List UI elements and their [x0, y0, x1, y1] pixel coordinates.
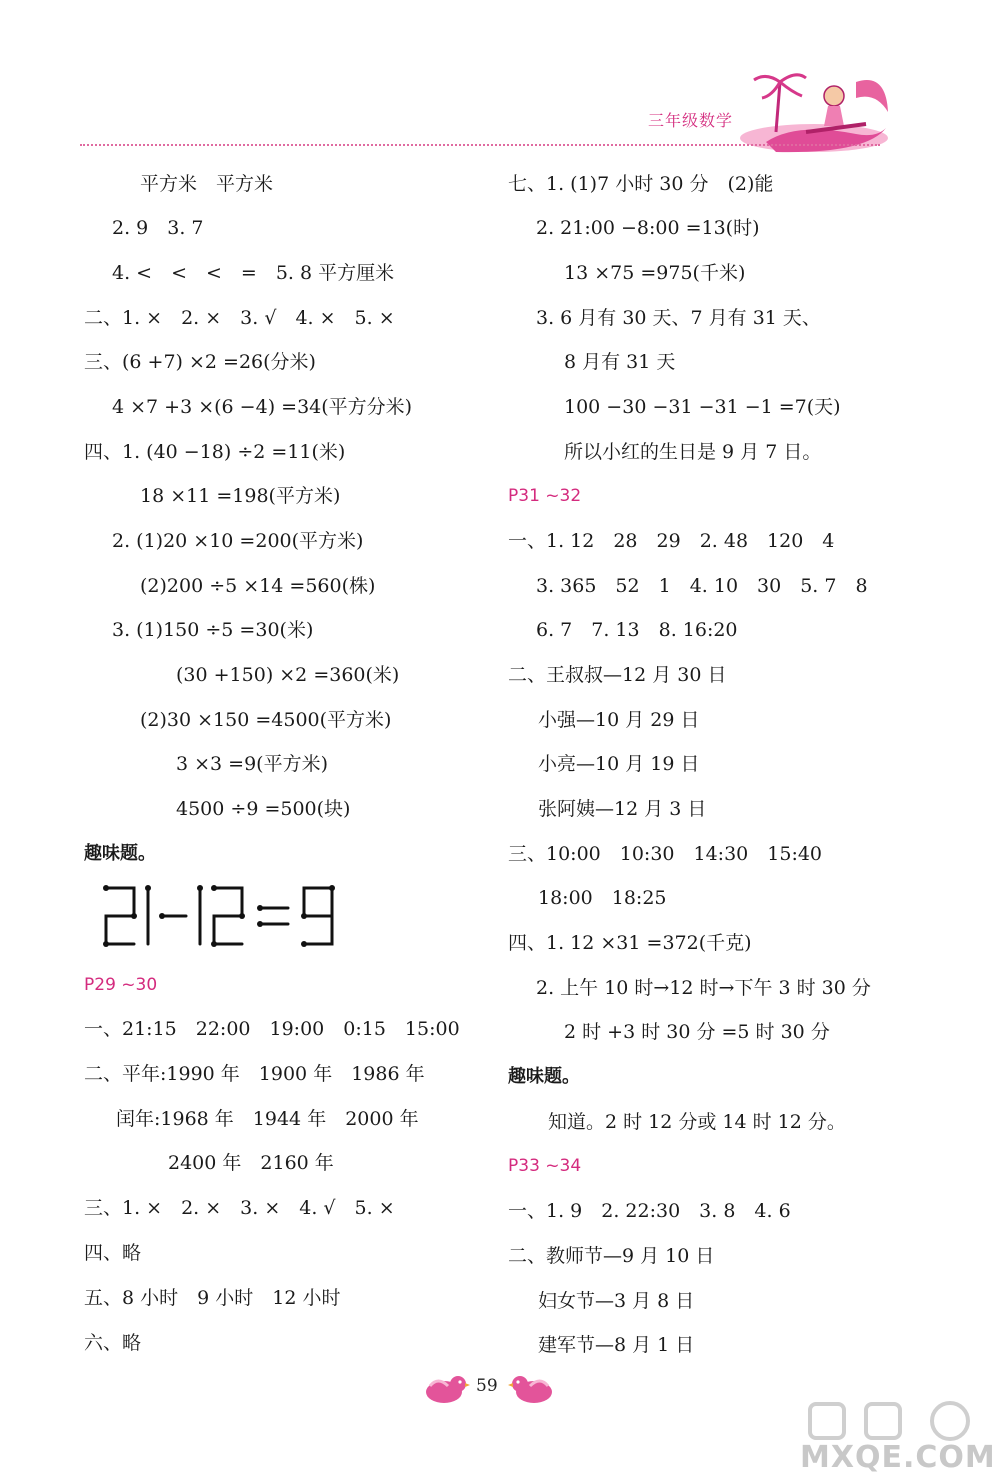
fun-question-heading-right: 趣味题。	[508, 1066, 580, 1087]
left-line-5: 三、(6 +7) ×2 =26(分米)	[84, 351, 316, 373]
left-line-7: 四、1. (40 −18) ÷2 =11(米)	[84, 441, 346, 463]
left-line-22: 三、1. × 2. × 3. × 4. √ 5. ×	[84, 1197, 395, 1219]
left-line-8: 18 ×11 =198(平方米)	[140, 485, 341, 507]
fun-question-heading-left: 趣味题。	[84, 843, 156, 864]
right-line-11: 6. 7 7. 13 8. 16:20	[536, 619, 738, 641]
right-line-22: 知道。2 时 12 分或 14 时 12 分。	[548, 1111, 846, 1133]
left-line-20: 闰年:1968 年 1944 年 2000 年	[116, 1108, 419, 1130]
right-line-15: 张阿姨—12 月 3 日	[538, 798, 707, 820]
left-line-24: 五、8 小时 9 小时 12 小时	[84, 1287, 341, 1309]
header-divider	[80, 144, 880, 146]
right-line-6: 100 −30 −31 −31 −1 =7(天)	[564, 396, 841, 418]
page-number: 59	[476, 1376, 498, 1396]
right-line-18: 四、1. 12 ×31 =372(千克)	[508, 932, 752, 954]
left-line-18: 一、21:15 22:00 19:00 0:15 15:00	[84, 1018, 460, 1040]
section-label-p33-34: P33 ~34	[508, 1156, 582, 1176]
right-line-7: 所以小红的生日是 9 月 7 日。	[564, 441, 822, 463]
right-line-24: 一、1. 9 2. 22:30 3. 8 4. 6	[508, 1200, 791, 1222]
right-line-3: 13 ×75 =975(千米)	[564, 262, 746, 284]
left-line-10: (2)200 ÷5 ×14 =560(株)	[140, 575, 376, 597]
watermark-text: MXQE.COM	[800, 1440, 996, 1475]
right-line-13: 小强—10 月 29 日	[538, 709, 700, 731]
left-line-3: 4. < < < = 5. 8 平方厘米	[112, 262, 395, 284]
left-line-2: 2. 9 3. 7	[112, 217, 204, 239]
left-line-13: (2)30 ×150 =4500(平方米)	[140, 709, 392, 731]
section-label-p29-30: P29 ~30	[84, 975, 158, 995]
right-line-20: 2 时 +3 时 30 分 =5 时 30 分	[564, 1021, 830, 1043]
left-line-23: 四、略	[84, 1242, 142, 1264]
right-line-1: 七、1. (1)7 小时 30 分 (2)能	[508, 173, 774, 195]
left-line-21: 2400 年 2160 年	[168, 1152, 334, 1174]
header-title: 三年级数学	[648, 111, 734, 130]
left-line-11: 3. (1)150 ÷5 =30(米)	[112, 619, 314, 641]
left-line-25: 六、略	[84, 1332, 142, 1354]
bird-icon-right	[508, 1370, 558, 1406]
section-label-p31-32: P31 ~32	[508, 486, 582, 506]
left-line-1: 平方米 平方米	[140, 173, 274, 195]
right-line-4: 3. 6 月有 30 天、7 月有 31 天、	[536, 307, 821, 329]
bird-icon-left	[420, 1370, 470, 1406]
right-line-16: 三、10:00 10:30 14:30 15:40	[508, 843, 823, 865]
right-line-27: 建军节—8 月 1 日	[538, 1334, 695, 1356]
left-line-9: 2. (1)20 ×10 =200(平方米)	[112, 530, 364, 552]
right-line-25: 二、教师节—9 月 10 日	[508, 1245, 715, 1267]
right-line-2: 2. 21:00 −8:00 =13(时)	[536, 217, 760, 239]
right-line-10: 3. 365 52 1 4. 10 30 5. 7 8	[536, 575, 868, 597]
right-line-26: 妇女节—3 月 8 日	[538, 1290, 695, 1312]
left-line-19: 二、平年:1990 年 1900 年 1986 年	[84, 1063, 425, 1085]
right-line-9: 一、1. 12 28 29 2. 48 120 4	[508, 530, 835, 552]
right-line-17: 18:00 18:25	[538, 887, 667, 909]
left-line-14: 3 ×3 =9(平方米)	[176, 753, 329, 775]
left-line-15: 4500 ÷9 =500(块)	[176, 798, 351, 820]
left-line-4: 二、1. × 2. × 3. √ 4. × 5. ×	[84, 307, 395, 329]
matchstick-equation	[100, 884, 340, 948]
right-line-19: 2. 上午 10 时→12 时→下午 3 时 30 分	[536, 977, 871, 999]
right-line-14: 小亮—10 月 19 日	[538, 753, 700, 775]
left-line-12: (30 +150) ×2 =360(米)	[176, 664, 400, 686]
left-line-6: 4 ×7 +3 ×(6 −4) =34(平方分米)	[112, 396, 413, 418]
right-line-5: 8 月有 31 天	[564, 351, 676, 373]
right-line-12: 二、王叔叔—12 月 30 日	[508, 664, 727, 686]
